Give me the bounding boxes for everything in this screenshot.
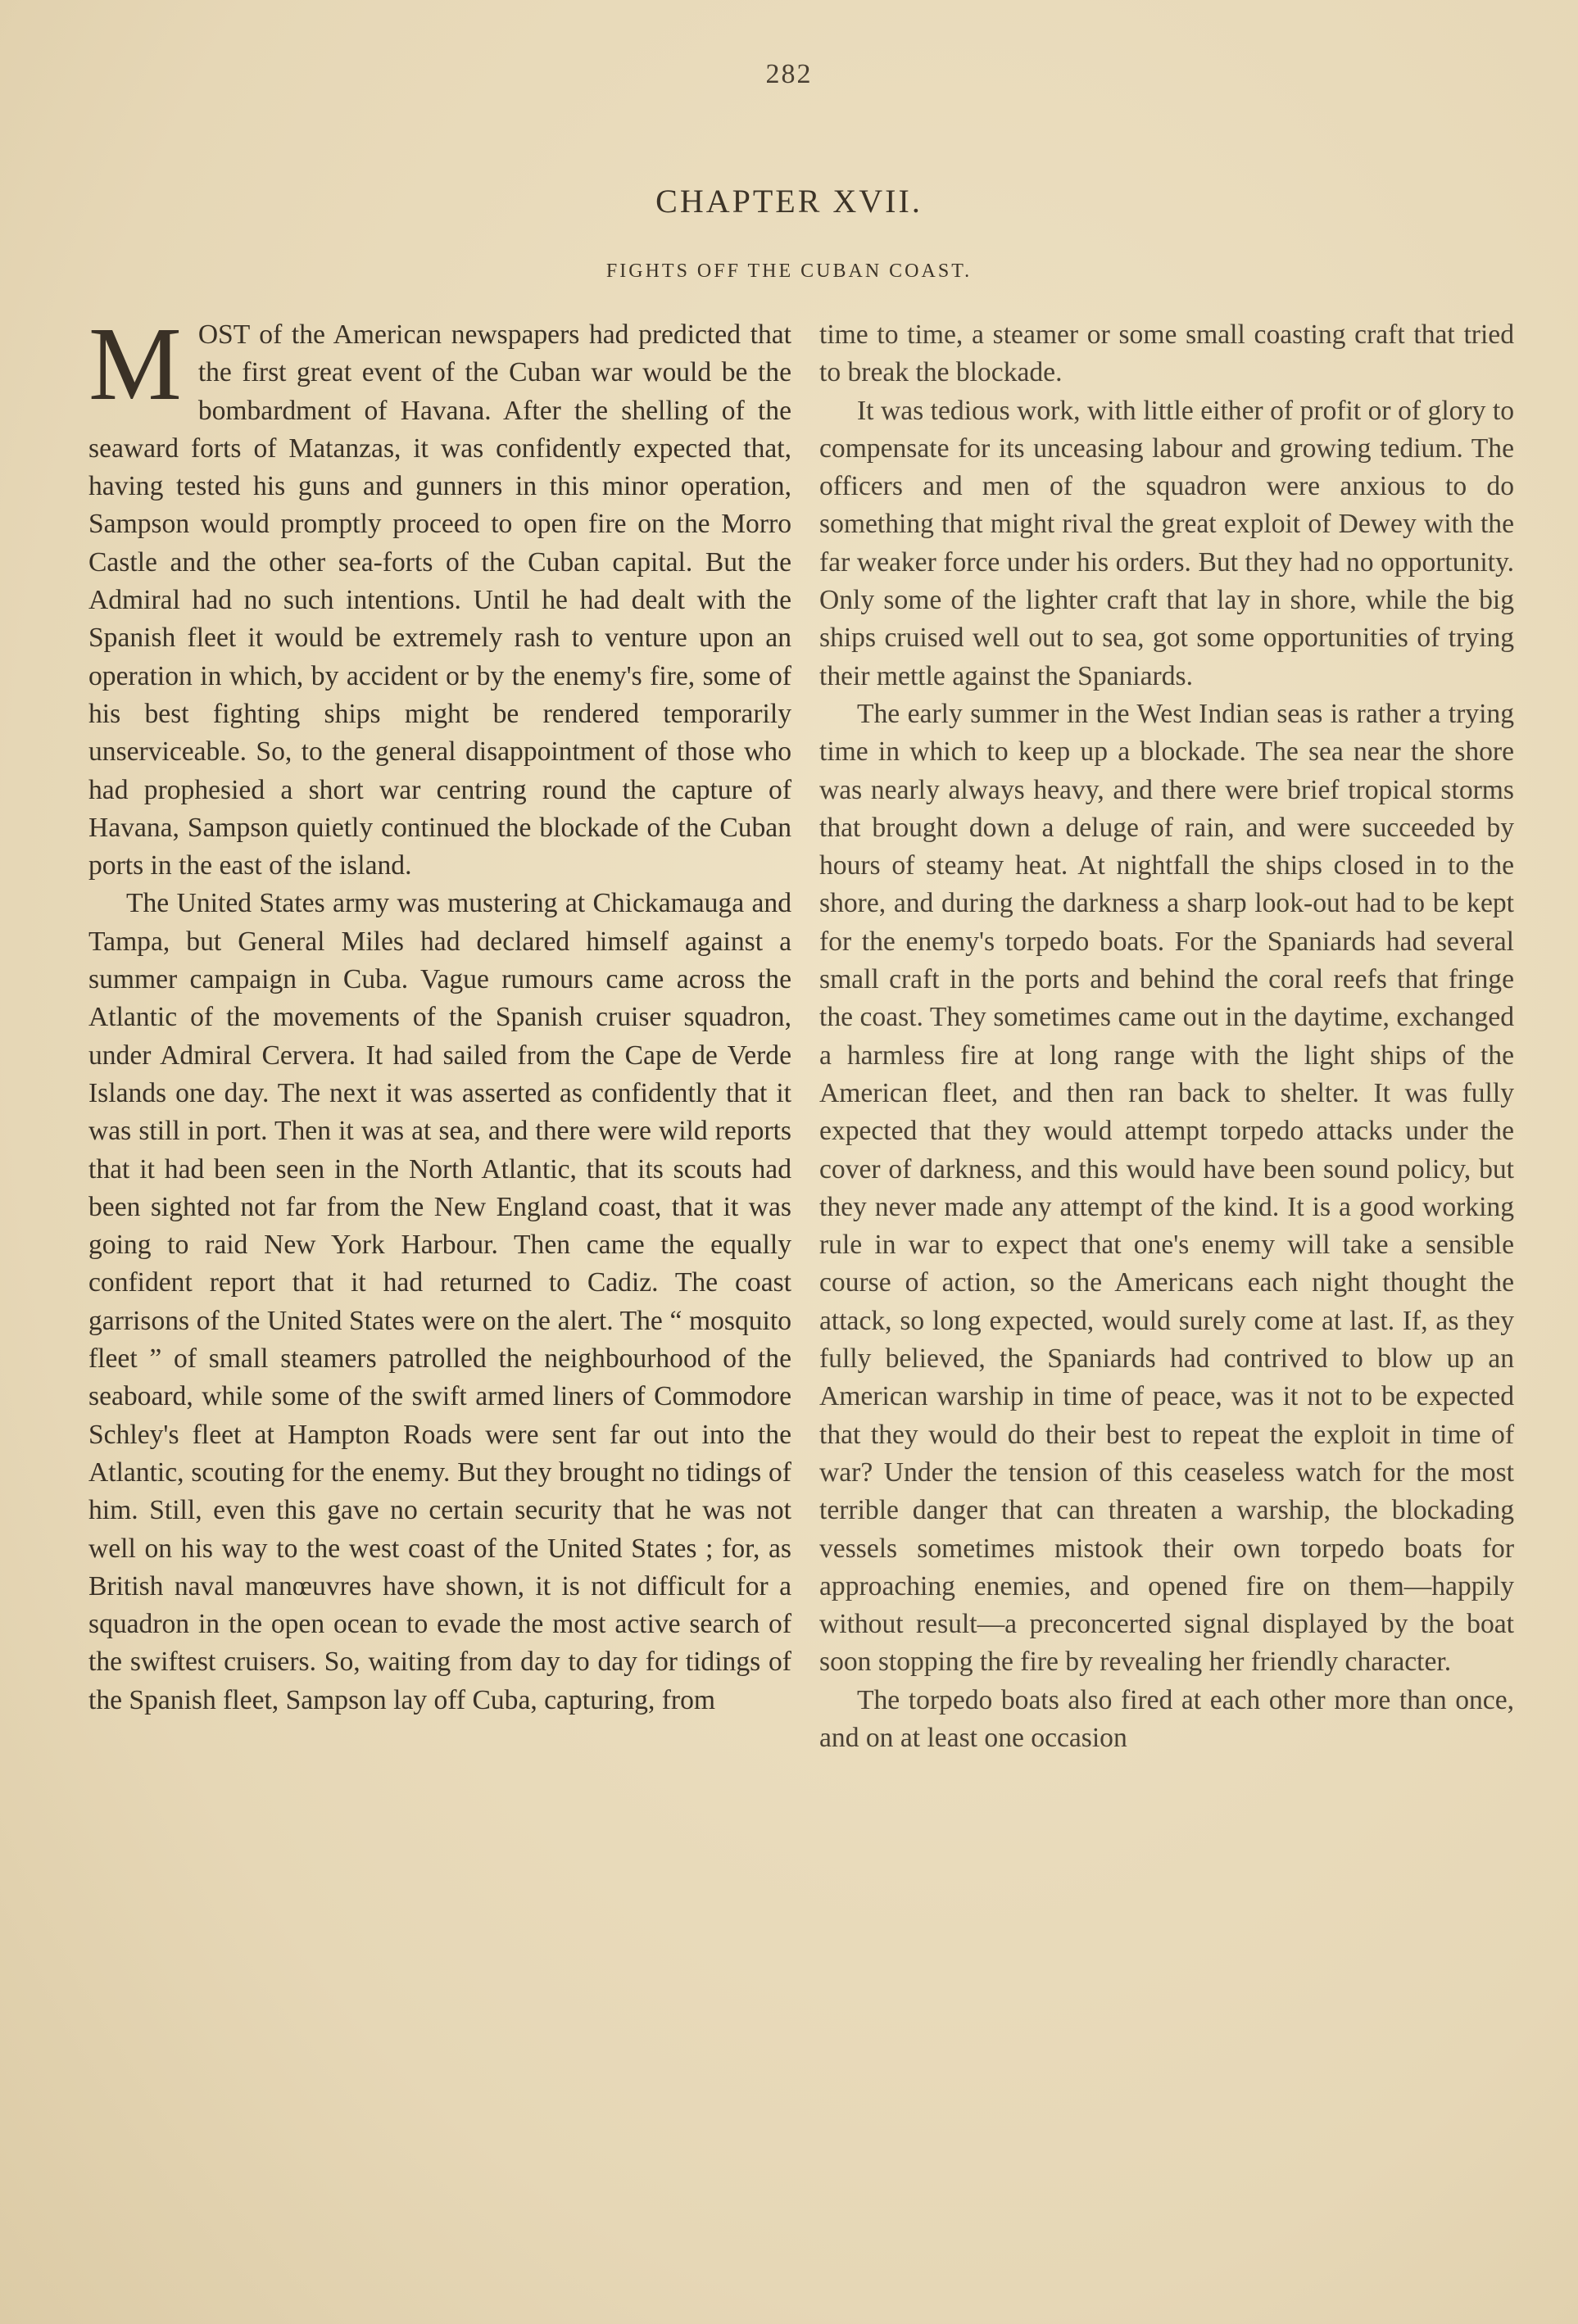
- paragraph: The United States army was mustering at Chickamauga and Tampa, but General Miles had declared himself against a summer campaign in Cuba. Vague rumours came across the Atlantic of the movements of the Spanish cruiser squadron, under Admiral Cervera. It had sailed from the Cape de Verde Islands one day. The next it was asserted as confidently that it was still in port. Then it was at sea, and there were wild reports that it had been seen in the North Atlantic, that its scouts had been sighted not far from the New England coast, that it was going to raid New York Harbour. Then came the equally confident report that it had returned to Cadiz. The coast garrisons of the United States were on the alert. The “ mosquito fleet ” of small steamers patrolled the neighbourhood of the seaboard, while some of the swift armed liners of Commodore Schley's fleet at Hampton Roads were sent far out into the Atlantic, scouting for the enemy. But they brought no tidings of him. Still, even this gave no certain security that he was not well on his way to the west coast of the United States ; for, as British naval manœuvres have shown, it is not difficult for a squadron in the open ocean to evade the most active search of the swiftest cruisers. So, waiting from day to day for tidings of the Spanish fleet, Sampson lay off Cuba, capturing, from: [88, 888, 791, 1715]
- chapter-subtitle: FIGHTS OFF THE CUBAN COAST.: [605, 260, 973, 282]
- continued-paragraph: time to time, a steamer or some small coasting craft that tried to break the blockade.: [819, 319, 1514, 388]
- paragraph: The early summer in the West Indian seas is rather a trying time in which to keep up a blockade. The sea near the shore was nearly always heavy, and there were brief tropical storms that brought down a deluge of rain, and were succeeded by hours of steamy heat. At nightfall the ships closed in to the shore, and during the darkness a sharp look-out had to be kept for the enemy's torpedo boats. For the Spaniards had several small craft in the ports and behind the coral reefs that fringe the coast. They sometimes came out in the daytime, exchanged a harmless fire at long range with the light ships of the American fleet, and then ran back to shelter. It was fully expected that they would attempt torpedo attacks under the cover of darkness, and this would have been sound policy, but they never made any attempt of the kind. It is a good working rule in war to expect that one's enemy will take a sensible course of action, so the Americans each night thought the attack, so long expected, would surely come at last. If, as they fully believed, the Spaniards had contrived to blow up an American warship in time of peace, was it not to be expected that they would do their best to repeat the exploit in time of war? Under the tension of this ceaseless watch for the most terrible danger that can threaten a warship, the blockading vessels sometimes mistook their own torpedo boats for approaching enemies, and opened fire on them—happily without result—a preconcerted signal displayed by the boat soon stopping the fire by revealing her friendly character.: [819, 698, 1514, 1678]
- opening-paragraph: [88, 306, 791, 885]
- chapter-title: CHAPTER XVII.: [655, 183, 923, 220]
- drop-cap: M: [88, 306, 182, 422]
- paragraph: The torpedo boats also fired at each other more than once, and on at least one occasion: [819, 1684, 1514, 1753]
- page-number: 282: [765, 59, 813, 89]
- left-column: [88, 306, 791, 1719]
- opening-text: OST of the American newspapers had predicted that the first great event of the Cuban war would be the bombardment of Havana. After the shelling of the seaward forts of Matanzas, it was confidently expected that, having tested his guns and gunners in this minor operation, Sampson would promptly proceed to open fire on the Morro Castle and the other sea-forts of the Cuban capital. But the Admiral had no such intentions. Until he had dealt with the Spanish fleet it would be extremely rash to venture upon an operation in which, by accident or by the enemy's fire, some of his best fighting ships might be rendered temporarily unserviceable. So, to the general disappointment of those who had prophesied a short war centring round the capture of Havana, Sampson quietly continued the blockade of the Cuban ports in the east of the island.: [88, 319, 791, 881]
- paragraph: It was tedious work, with little either of profit or of glory to compensate for its unceasing labour and growing tedium. The officers and men of the squadron were anxious to do something that might rival the great exploit of Dewey with the far weaker force under his orders. But they had no opportunity. Only some of the lighter craft that lay in shore, while the big ships cruised well out to sea, got some opportunities of trying their mettle against the Spaniards.: [819, 395, 1514, 691]
- right-column: [819, 316, 1514, 1757]
